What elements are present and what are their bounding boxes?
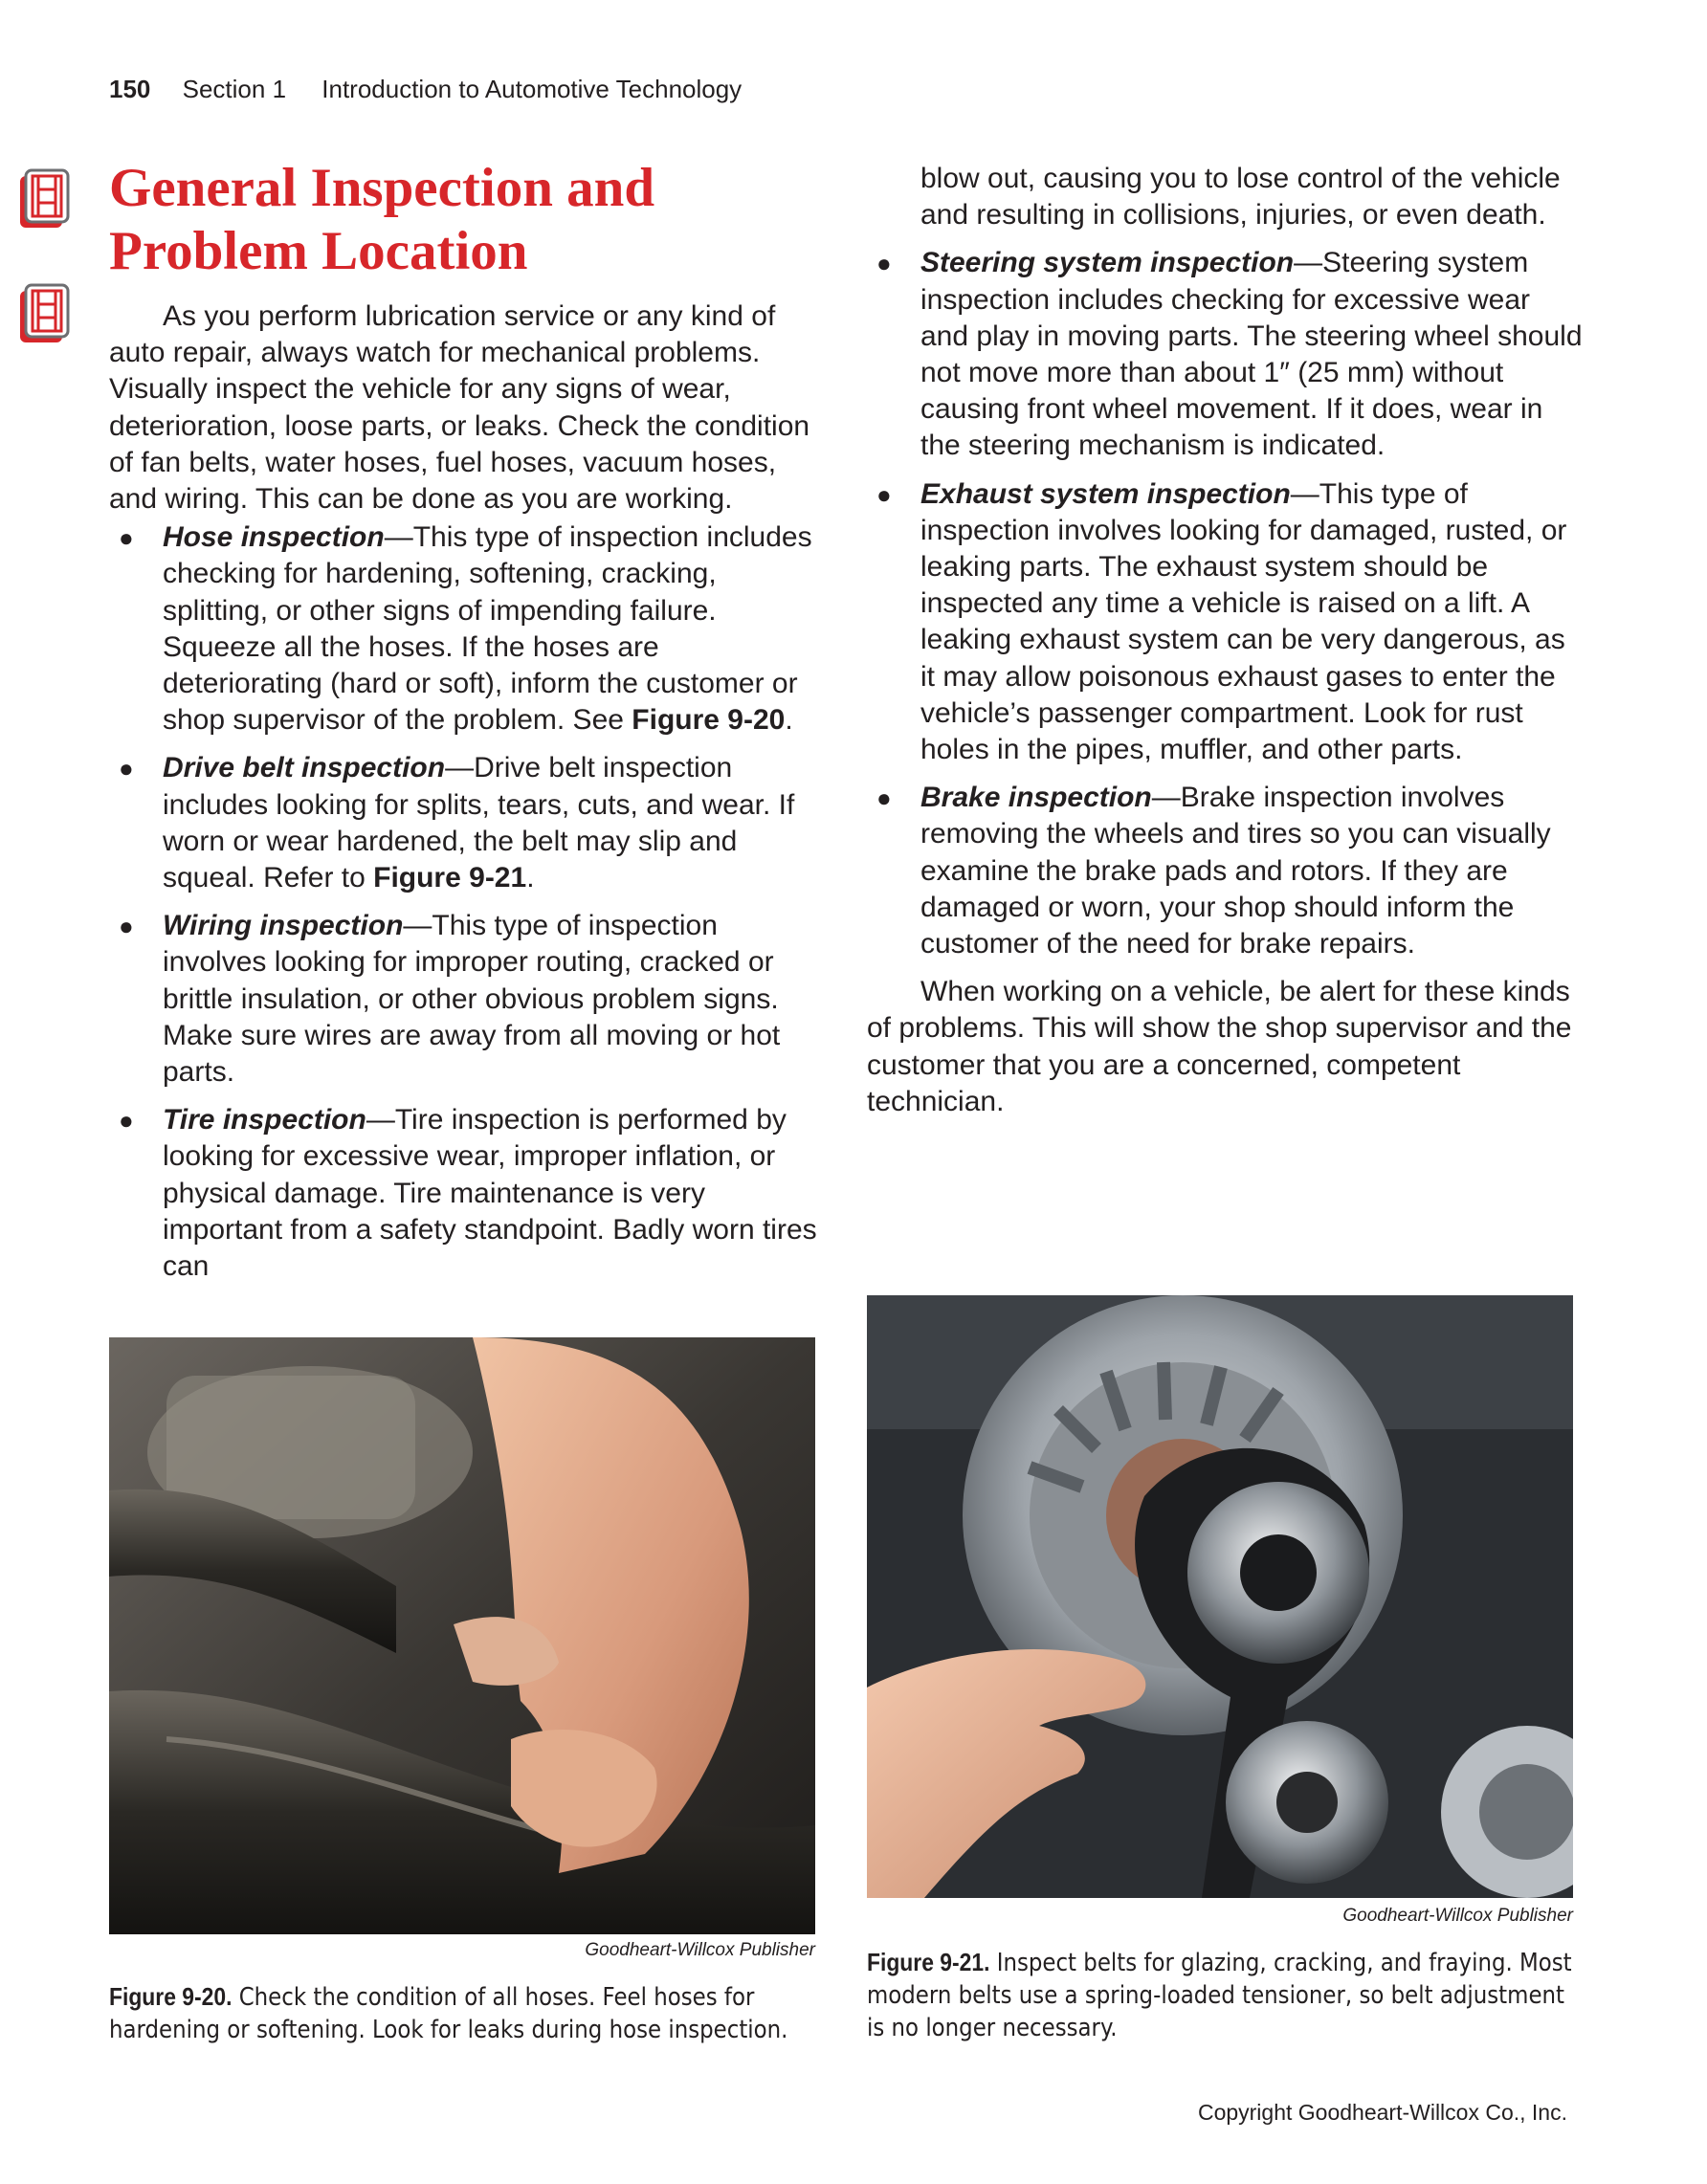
figure-9-20-caption — [109, 1980, 818, 2046]
list-item-hose — [109, 519, 821, 739]
figure-9-21-caption — [867, 1946, 1576, 2044]
continued-text: blow out, causing you to lose control of the vehicle and resulting in collisions, injuries, or even death. — [920, 163, 1561, 232]
figure-9-20-photo — [109, 1337, 815, 1934]
bullet-term: Exhaust system inspection — [920, 477, 1291, 510]
bullet-dot: ● — [119, 1106, 134, 1136]
bullet-end: . — [526, 862, 535, 894]
figure-9-21-credit: Goodheart-Willcox Publisher — [1342, 1906, 1573, 1926]
bullet-text: —Brake inspection involves removing the wheels and tires so you can visually examine the brake pads and rotors. If they are damaged or worn, your shop should inform the customer of the need for brake repairs. — [920, 782, 1551, 960]
section-label: Section 1 — [182, 75, 287, 103]
list-item-brake — [867, 780, 1585, 962]
bullet-text: —This type of inspection involves looking for damaged, rusted, or leaking parts. The exhaust system should be inspected any time a vehicle is raised on a lift. A leaking exhaust system can be very dangerous, as it may allow poisonous exhaust gases to enter the vehicle’s passenger compartment. Look for rust holes in the pipes, muffler, and other parts. — [920, 477, 1567, 766]
bullet-term: Tire inspection — [163, 1104, 366, 1136]
running-header — [109, 75, 742, 104]
closing-paragraph: When working on a vehicle, be alert for these kinds of problems. This will show the shop supervisor and the customer that you are a concerned, competent technician. — [867, 976, 1572, 1117]
bullet-dot: ● — [119, 754, 134, 783]
caption-text: Check the condition of all hoses. Feel hoses for hardening or softening. Look for leaks during hose inspection. — [109, 1983, 788, 2044]
bullet-term: Drive belt inspection — [163, 752, 446, 784]
bullet-text: —This type of inspection involves looking for improper routing, cracked or brittle insulation, or other obvious problem signs. Make sure wires are away from all moving or hot parts. — [163, 910, 781, 1089]
figure-9-20-credit: Goodheart-Willcox Publisher — [585, 1940, 815, 1960]
bullet-text: —This type of inspection includes checking for hardening, softening, cracking, splitting, or other signs of impending failure. Squeeze all the hoses. If the hoses are deteriorating (hard or soft), inform the customer or shop supervisor of the problem. See — [163, 521, 812, 737]
right-column — [867, 161, 1585, 1120]
film-strip-icon[interactable] — [19, 168, 71, 232]
page-number: 150 — [109, 75, 151, 103]
bullet-term: Steering system inspection — [920, 247, 1295, 279]
list-item-exhaust — [867, 476, 1585, 769]
intro-paragraph: As you perform lubrication service or any kind of auto repair, always watch for mechanical problems. Visually inspect the vehicle for any signs of wear, deterioration, loose parts, or leaks. Check the condition of fan belts, water hoses, fuel hoses, vacuum hoses, and wiring. This can be done as you are working. — [109, 300, 810, 516]
figure-reference[interactable]: Figure 9-21 — [373, 862, 527, 894]
bullet-dot: ● — [876, 249, 892, 278]
bullet-dot: ● — [876, 479, 892, 509]
bullet-term: Hose inspection — [163, 521, 385, 554]
bullet-dot: ● — [119, 912, 134, 941]
copyright-notice: Copyright Goodheart-Willcox Co., Inc. — [1197, 2100, 1567, 2125]
figure-label: Figure 9-20. — [109, 1982, 233, 2011]
list-item-steering — [867, 245, 1585, 464]
section-heading: General Inspection and Problem Location — [109, 158, 655, 281]
figure-9-21-photo — [867, 1295, 1573, 1898]
section-title: Introduction to Automotive Technology — [321, 75, 743, 103]
bullet-term: Brake inspection — [920, 782, 1152, 814]
bullet-term: Wiring inspection — [163, 910, 404, 942]
bullet-dot: ● — [876, 783, 892, 813]
bullet-text: —Tire inspection is performed by looking for excessive wear, improper inflation, or physical damage. Tire maintenance is very important from a safety standpoint. Badly worn tires can — [163, 1104, 817, 1283]
bullet-end: . — [785, 704, 793, 737]
list-item-tire — [109, 1102, 821, 1285]
list-item-wiring — [109, 908, 821, 1091]
bullet-text: —Drive belt inspection includes looking for splits, tears, cuts, and wear. If worn or wear hardened, the belt may slip and squeal. Refer to — [163, 752, 795, 894]
bullet-dot: ● — [119, 523, 134, 553]
caption-text: Inspect belts for glazing, cracking, and fraying. Most modern belts use a spring-loaded tensioner, so belt adjustment is no longer necessary. — [867, 1949, 1572, 2042]
film-strip-icon[interactable] — [19, 283, 71, 346]
figure-reference[interactable]: Figure 9-20 — [632, 704, 786, 737]
figure-label: Figure 9-21. — [867, 1948, 990, 1976]
list-item-drive-belt — [109, 750, 821, 896]
left-column — [109, 298, 821, 1285]
bullet-text: —Steering system inspection includes checking for excessive wear and play in moving parts. The steering wheel should not move more than about 1″ (25 mm) without causing front wheel movement. If it does, wear in the steering mechanism is indicated. — [920, 247, 1583, 462]
